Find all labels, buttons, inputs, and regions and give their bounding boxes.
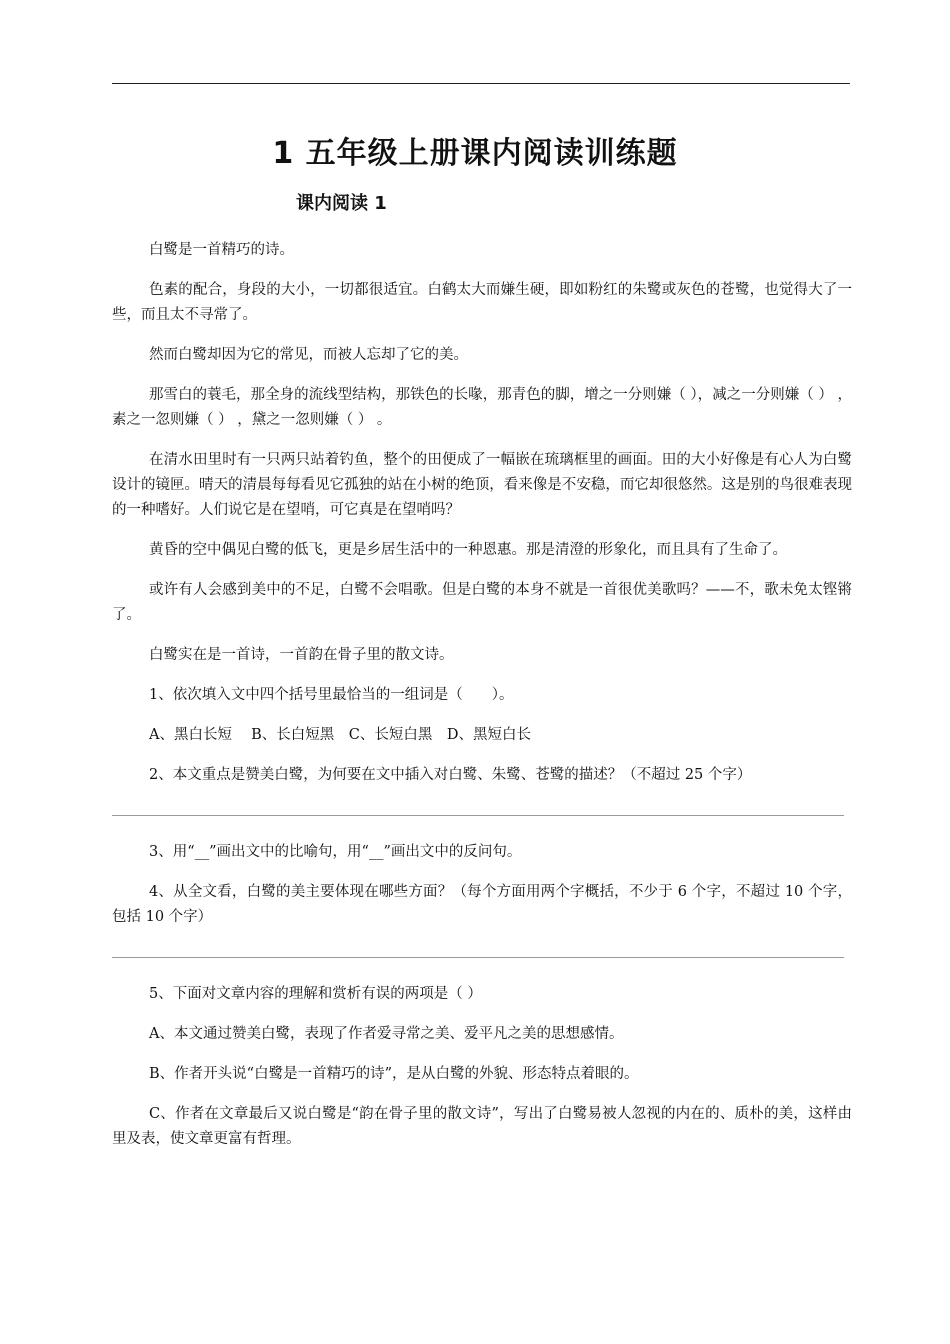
question-5-option-a: A、本文通过赞美白鹭，表现了作者爱寻常之美、爱平凡之美的思想感情。 [149, 1026, 624, 1042]
question-5-option-c: C、作者在文章最后又说白鹭是“韵在骨子里的散文诗”，写出了白鹭易被人忽视的内在的、质朴的美，这样由里及表，使文章更富有哲理。 [112, 1106, 852, 1147]
passage-paragraph-7: 或许有人会感到美中的不足，白鹭不会唱歌。但是白鹭的本身不就是一首很优美歌吗？——不，歌未免太铿锵了。 [112, 582, 852, 623]
question-1-options: A、黑白长短 B、长白短黑 C、长短白黑 D、黑短白长 [149, 727, 531, 743]
passage-paragraph-1: 白鹭是一首精巧的诗。 [149, 242, 294, 258]
question-3: 3、用“__”画出文中的比喻句，用“__”画出文中的反问句。 [149, 844, 522, 860]
passage-paragraph-2: 色素的配合，身段的大小，一切都很适宜。白鹤太大而嫌生硬，即如粉红的朱鹭或灰色的苍鹭，也觉得大了一些，而且太不寻常了。 [112, 282, 852, 323]
answer-line-q4 [112, 957, 844, 958]
question-1: 1、依次填入文中四个括号里最恰当的一组词是（ ）。 [149, 687, 514, 703]
header-rule [112, 83, 850, 84]
question-2: 2、本文重点是赞美白鹭，为何要在文中插入对白鹭、朱鹭、苍鹭的描述？（不超过 25 个字） [149, 767, 752, 783]
question-5: 5、下面对文章内容的理解和赏析有误的两项是（ ） [149, 986, 482, 1002]
passage-paragraph-4: 那雪白的蓑毛，那全身的流线型结构，那铁色的长喙，那青色的脚，增之一分则嫌（ ），减之一分则嫌（ ） ，素之一忽则嫌（ ） ，黛之一忽则嫌（ ） 。 [112, 387, 852, 428]
page-title: 1 五年级上册课内阅读训练题 [272, 136, 678, 171]
document-body [112, 238, 852, 1167]
answer-line-q2 [112, 815, 844, 816]
passage-paragraph-6: 黄昏的空中偶见白鹭的低飞，更是乡居生活中的一种恩惠。那是清澄的形象化，而且具有了生命了。 [149, 542, 787, 558]
question-5-option-b: B、作者开头说“白鹭是一首精巧的诗”，是从白鹭的外貌、形态特点着眼的。 [149, 1066, 639, 1082]
section-subtitle: 课内阅读 1 [296, 193, 387, 214]
question-4: 4、从全文看，白鹭的美主要体现在哪些方面？（每个方面用两个字概括，不少于 6 个字，不超过 10 个字，包括 10 个字） [112, 884, 852, 925]
passage-paragraph-5: 在清水田里时有一只两只站着钓鱼，整个的田便成了一幅嵌在琉璃框里的画面。田的大小好像是有心人为白鹭设计的镜匣。晴天的清晨每每看见它孤独的站在小树的绝顶，看来像是不安稳，而它却很悠然。这是别的鸟很难表现的一种嗜好。人们说它是在望哨，可它真是在望哨吗？ [112, 452, 852, 518]
passage-paragraph-3: 然而白鹭却因为它的常见，而被人忘却了它的美。 [149, 347, 468, 363]
passage-paragraph-8: 白鹭实在是一首诗，一首韵在骨子里的散文诗。 [149, 647, 454, 663]
